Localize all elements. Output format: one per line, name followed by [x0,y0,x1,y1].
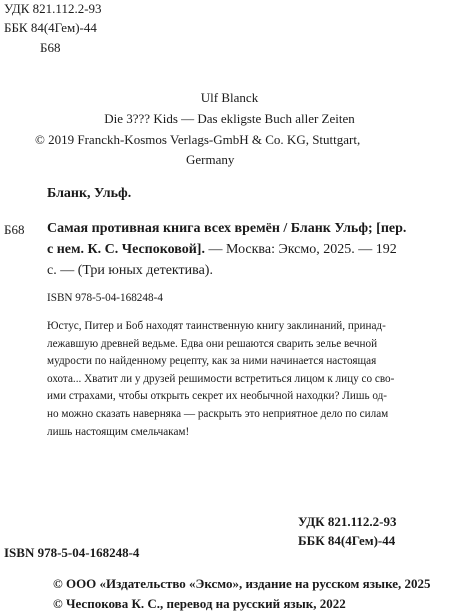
record-translator: с нем. К. С. Чеспоковой]. [47,242,205,257]
udk-code-bottom: УДК 821.112.2-93 [298,514,397,529]
original-copyright-line1: © 2019 Franckh-Kosmos Verlags-GmbH & Co. KG, Stuttgart, [35,132,361,147]
annotation-line: но можно сказать наверняка — раскрыть это неприятное дело по силам [47,407,389,420]
record-author-heading: Бланк, Ульф. [47,186,132,201]
udk-code-top: УДК 821.112.2-93 [4,1,102,16]
original-title: Die 3??? Kids — Das ekligste Buch aller Zeiten [104,111,355,126]
author-sign-top: Б68 [40,40,61,55]
isbn-inline: ISBN 978-5-04-168248-4 [47,292,163,304]
record-sign: Б68 [4,222,25,237]
record-title-line1: Самая противная книга всех времён / Бланк Ульф; [пер. [47,221,407,236]
annotation-line: Юстус, Питер и Боб находят таинственную книгу заклинаний, принад- [47,320,386,332]
copyright-publisher: © ООО «Издательство «Эксмо», издание на русском языке, 2025 [53,576,431,591]
annotation-line: лишь настоящим смельчакам! [47,425,190,438]
original-copyright-line2: Germany [186,152,235,167]
bbk-code-top: ББК 84(4Гем)-44 [4,20,97,35]
original-author: Ulf Blanck [200,90,259,105]
record-imprint: — Москва: Эксмо, 2025. — 192 [204,242,397,257]
annotation-line: охота... Хватит ли у друзей решимости встретиться лицом к лицу со сво- [47,372,395,385]
bbk-code-bottom: ББК 84(4Гем)-44 [298,533,396,548]
record-title-line2 [47,242,397,258]
annotation-line: лежавшую древней ведьме. Едва они решаются сварить зелье вечной [47,337,378,350]
copyright-translator: © Чеспокова К. С., перевод на русский язык, 2022 [53,596,346,611]
annotation [47,318,394,441]
annotation-line: ими страхами, чтобы открыть секрет их необычной находки? Лишь од- [47,390,388,403]
isbn-bottom: ISBN 978-5-04-168248-4 [4,545,140,560]
record-series-line: с. — (Три юных детектива). [47,263,213,278]
annotation-line: мудрости по найденному рецепту, как за ними начинается настоящая [47,355,377,368]
